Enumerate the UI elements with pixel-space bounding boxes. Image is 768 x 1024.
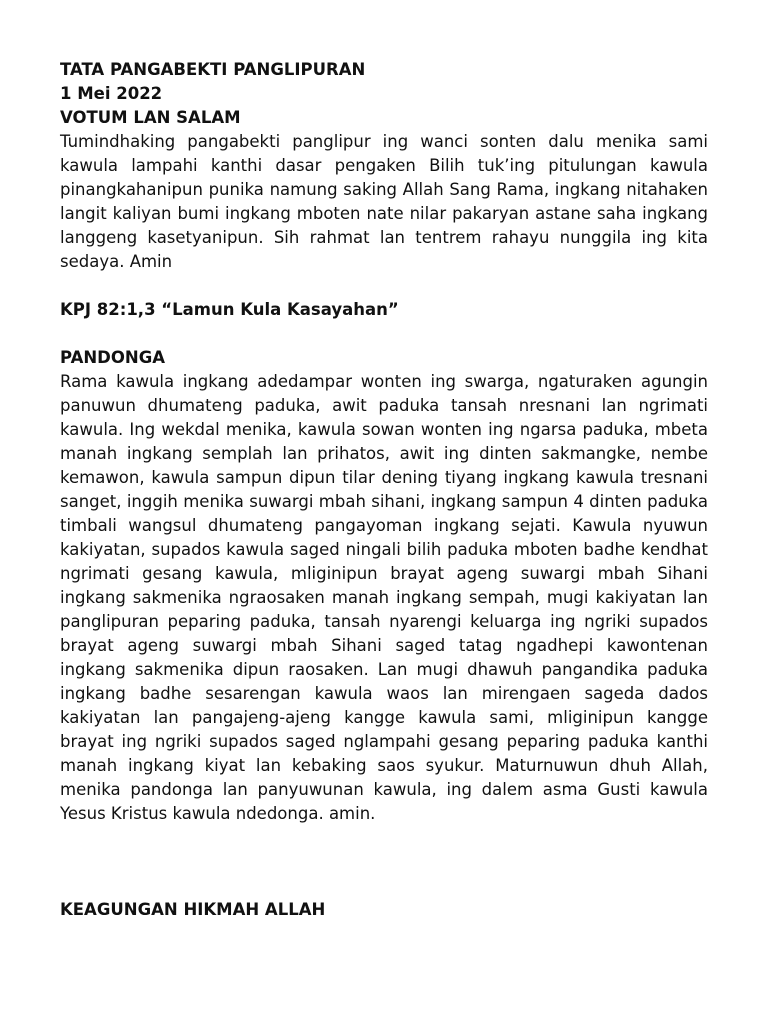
spacer	[60, 826, 708, 898]
votum-paragraph: Tumindhaking pangabekti panglipur ing wanci sonten dalu menika sami kawula lampahi kanthi dasar pengaken Bilih tuk’ing pitulungan kawula pinangkahanipun punika namung saking Allah Sang Rama, ingkang nitahaken langit kaliyan bumi ingkang mboten nate nilar pakaryan astane saha ingkang langgeng kasetyanipun. Sih rahmat lan tentrem rahayu nunggila ing kita sedaya. Amin	[60, 132, 708, 271]
document-date: 1 Mei 2022	[60, 84, 163, 103]
document-title: TATA PANGABEKTI PANGLIPURAN	[60, 60, 366, 79]
spacer	[60, 274, 708, 298]
wisdom-heading: KEAGUNGAN HIKMAH ALLAH	[60, 900, 326, 919]
votum-heading: VOTUM LAN SALAM	[60, 108, 241, 127]
document-page	[60, 58, 708, 922]
spacer	[60, 322, 708, 346]
hymn-heading: KPJ 82:1,3 “Lamun Kula Kasayahan”	[60, 300, 399, 319]
prayer-paragraph: Rama kawula ingkang adedampar wonten ing swarga, ngaturaken agungin panuwun dhumateng paduka, awit paduka tansah nresnani lan ngrimati kawula. Ing wekdal menika, kawula sowan wonten ing ngarsa paduka, mbeta manah ingkang semplah lan prihatos, awit ing dinten sakmangke, nembe kemawon, kawula sampun dipun tilar dening tiyang ingkang kawula tresnani sanget, inggih menika suwargi mbah sihani, ingkang sampun 4 dinten paduka timbali wangsul dhumateng pangayoman ingkang sejati. Kawula nyuwun kakiyatan, supados kawula saged ningali bilih paduka mboten badhe kendhat ngrimati gesang kawula, mliginipun brayat ageng suwargi mbah Sihani ingkang sakmenika ngraosaken manah ingkang sempah, mugi kakiyatan lan panglipuran peparing paduka, tansah nyarengi keluarga ing ngriki supados brayat ageng suwargi mbah Sihani saged tatag ngadhepi kawontenan ingkang sakmenika dipun raosaken. Lan mugi dhawuh pangandika paduka ingkang badhe sesarengan kawula waos lan mirengaen sageda dados kakiyatan lan pangajeng-ajeng kangge kawula sami, mliginipun kangge brayat ing ngriki supados saged nglampahi gesang peparing paduka kanthi manah ingkang kiyat lan kebaking saos syukur. Maturnuwun dhuh Allah, menika pandonga lan panyuwunan kawula, ing dalem asma Gusti kawula Yesus Kristus kawula ndedonga. amin.	[60, 372, 708, 823]
prayer-heading: PANDONGA	[60, 348, 166, 367]
